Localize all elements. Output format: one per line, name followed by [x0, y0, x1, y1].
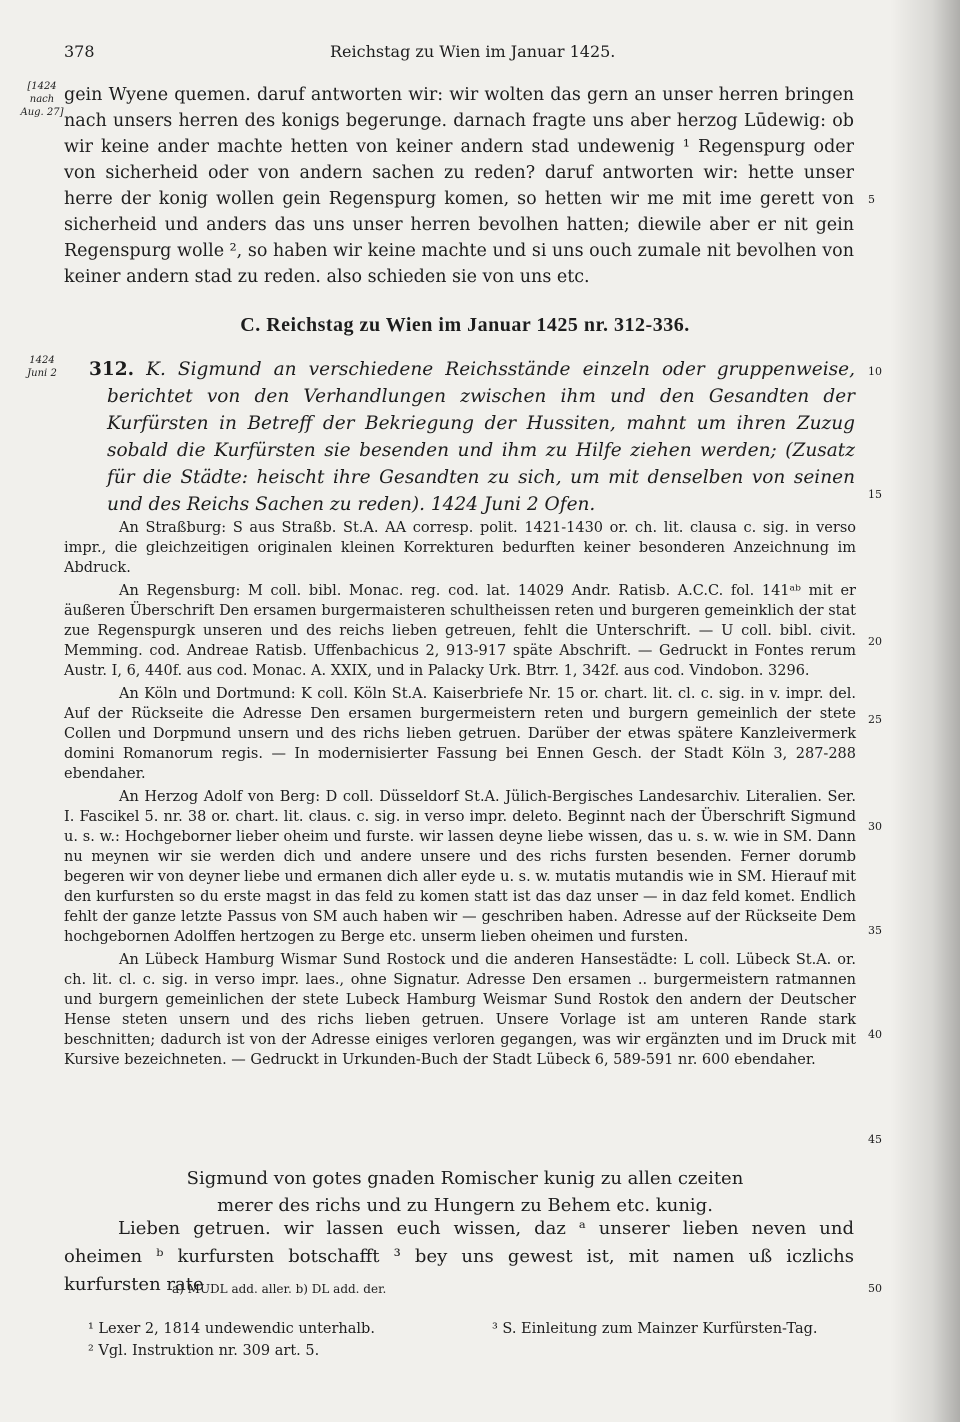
regest-summary [89, 356, 855, 518]
regest-number: 312. [89, 359, 135, 380]
critical-notes: a) MUDL add. aller. b) DL add. der. [172, 1282, 387, 1296]
line-number: 30 [868, 820, 882, 833]
line-number: 10 [868, 365, 882, 378]
margin-date-note: [1424 nach Aug. 27] [20, 81, 64, 118]
salutation-line: Sigmund von gotes gnaden Romischer kunig zu allen czeiten [186, 1168, 744, 1189]
line-number: 50 [868, 1282, 882, 1295]
source-note: An Köln und Dortmund: K coll. Köln St.A. Kaiserbriefe Nr. 15 or. chart. lit. cl. c. sig. in v. impr. del. Auf der Rückseite die Adresse Den ersamen burgermeistern reten und burgern gemeinlich der stete Collen und Dorpmund unsern und des richs lieben getruen. Darüber der etwas spätere Kanzleivermerk domini Romanorum regis. — In modernisierter Fassung bei Ennen Gesch. der Stadt Köln 3, 287-288 ebendaher. [64, 686, 856, 782]
line-number: 25 [868, 713, 882, 726]
line-number: 45 [868, 1133, 882, 1146]
section-heading: C. Reichstag zu Wien im Januar 1425 nr. 312-336. [240, 314, 690, 336]
page-number: 378 [64, 42, 95, 61]
footnote: ³ S. Einleitung zum Mainzer Kurfürsten-Tag. [492, 1321, 818, 1337]
line-number: 40 [868, 1028, 882, 1041]
running-title: Reichstag zu Wien im Januar 1425. [330, 42, 616, 61]
source-apparatus [64, 518, 856, 1073]
margin-date-note: 1424 Juni 2 [27, 355, 57, 379]
source-note: An Regensburg: M coll. bibl. Monac. reg. cod. lat. 14029 Andr. Ratisb. A.C.C. fol. 141ᵃᵇ mit er äußeren Überschrift Den ersamen burgermaisteren schultheissen reten und burgeren gemeinklich der stat zue Regenspurgk unseren und des reichs lieben getreuen, fehlt die Unterschrift. — U coll. bibl. civit. Memming. cod. Andreae Ratisb. Uffenbachicus 2, 913-917 späte Abschrift. — Gedruckt in Fontes rerum Austr. I, 6, 440f. aus cod. Monac. A. XXIX, und in Palacky Urk. Btrr. 1, 342f. aus cod. Vindobon. 3296. [64, 583, 856, 679]
salutation [0, 1165, 930, 1219]
salutation-line: merer des richs und zu Hungern zu Behem etc. kunig. [217, 1195, 713, 1216]
footnote: ¹ Lexer 2, 1814 undewendic unterhalb. [88, 1321, 375, 1337]
intro-paragraph: gein Wyene quemen. daruf antworten wir: wir wolten das gern an unser herren bringen nach unsers herren des konigs begerunge. darnach fragte uns aber herzog Lūdewig: ob wir keine ander machte hetten von keiner andern stad undewenig ¹ Regenspurg oder von sicherheid oder von andern sachen zu reden? daruf antworten wir: hette unser herre der konig wollen gein Regenspurg komen, so hetten wir me mit ime gerett von sicherheid und anders das uns unser herren bevolhen hatten; diewile aber er nit gein Regenspurg wolle ², so haben wir keine machte und si uns ouch zumale nit bevolhen von keiner andern stad zu reden. also schieden sie von uns etc. [64, 85, 854, 287]
line-number: 35 [868, 924, 882, 937]
document-text: Lieben getruen. wir lassen euch wissen, daz ᵃ unserer lieben neven und oheimen ᵇ kurfursten botschafft ³ bey uns gewest ist, mit namen uß iczlichs kurfursten rate [64, 1218, 854, 1295]
source-note: An Herzog Adolf von Berg: D coll. Düsseldorf St.A. Jülich-Bergisches Landesarchiv. Literalien. Ser. I. Fascikel 5. nr. 38 or. chart. lit. claus. c. sig. in verso impr. deleto. Beginnt nach der Überschrift Sigmund u. s. w.: Hochgeborner lieber oheim und furste. wir lassen deyne liebe wissen, das u. s. w. wie in SM. Dann nu meynen wir sie werden dich und andere unsere und des richs fursten besenden. Ferner dorumb begeren wir von deyner liebe und ermanen dich aller eyde u. s. w. mutatis mutandis wie in SM. Hierauf mit den kurfursten so du erste magst in das feld zu komen statt ist das daz unser — in daz feld komet. Endlich fehlt der ganze letzte Passus von SM auch haben wir — geschriben haben. Adresse auf der Rückseite Dem hochgebornen Adolffen hertzogen zu Berge etc. unserm lieben oheimen und fursten. [64, 789, 856, 945]
footnote: ² Vgl. Instruktion nr. 309 art. 5. [88, 1343, 320, 1359]
line-number: 20 [868, 635, 882, 648]
source-note: An Lübeck Hamburg Wismar Sund Rostock und die anderen Hansestädte: L coll. Lübeck St.A. or. ch. lit. cl. c. sig. in verso impr. laes., ohne Signatur. Adresse Den ersamen .. burgermeistern ratmannen und burgern gemeinlichen der stete Lubeck Hamburg Weismar Sund Rostok den andern der Deutscher Hense steten unsern und des richs lieben getruen. Unsere Vorlage ist am unteren Rande stark beschnitten; dadurch ist von der Adresse einiges verloren gegangen, was wir ergänzten und im Druck mit Kursive bezeichneten. — Gedruckt in Urkunden-Buch der Stadt Lübeck 6, 589-591 nr. 600 ebendaher. [64, 952, 856, 1068]
line-number: 15 [868, 488, 882, 501]
source-note: An Straßburg: S aus Straßb. St.A. AA corresp. polit. 1421-1430 or. ch. lit. clausa c. sig. in verso impr., die gleichzeitigen originalen kleinen Korrekturen bedurften keiner besonderen Anzeichnung im Abdruck. [64, 520, 856, 576]
line-number: 5 [868, 193, 875, 206]
regest-text: K. Sigmund an verschiedene Reichsstände einzeln oder gruppenweise, berichtet von den Verhandlungen zwischen ihm und den Gesandten der Kurfürsten in Betreff der Bekriegung der Hussiten, mahnt um ihren Zuzug sobald die Kurfürsten sie besenden und ihm zu Hilfe ziehen werden; (Zusatz für die Städte: heischt ihre Gesandten zu sich, um mit denselben von seinen und des Reichs Sachen zu reden). 1424 Juni 2 Ofen. [107, 359, 855, 515]
